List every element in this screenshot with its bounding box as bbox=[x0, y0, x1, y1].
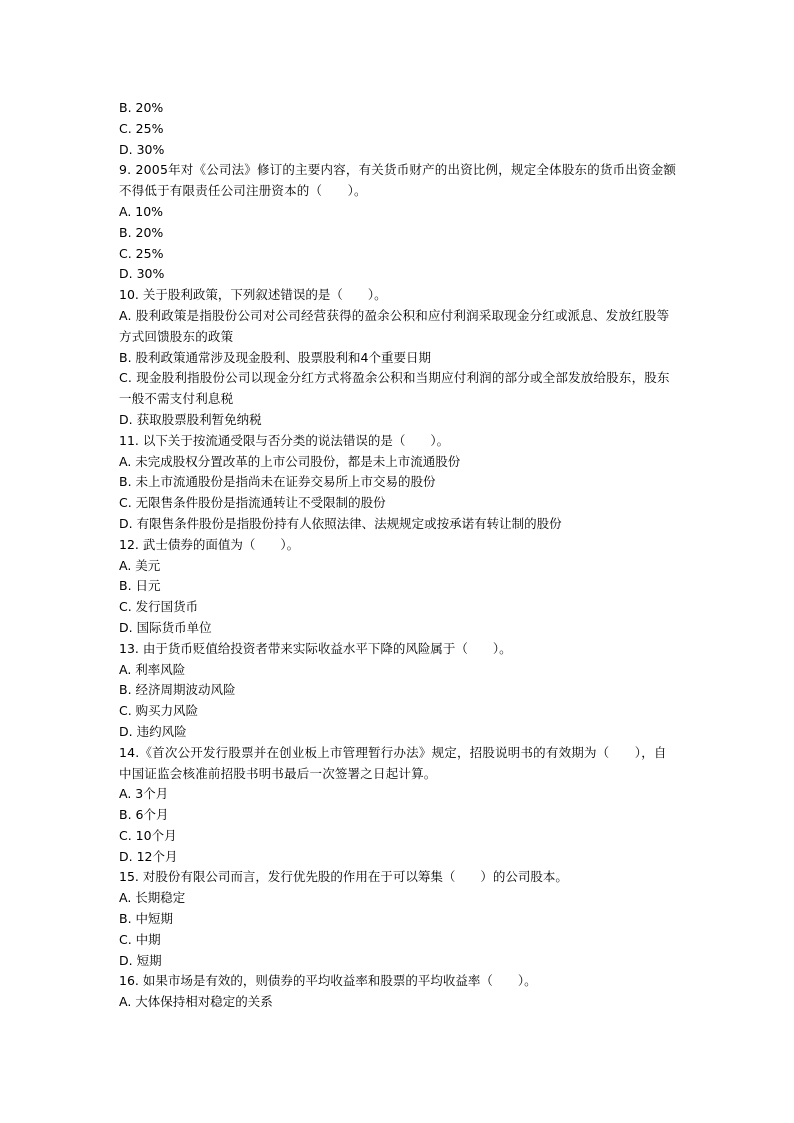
option-line: B. 日元 bbox=[119, 578, 161, 594]
document-page bbox=[119, 98, 679, 1013]
option-line: D. 违约风险 bbox=[119, 723, 187, 739]
option-line: D. 国际货币单位 bbox=[119, 619, 212, 635]
option-line: C. 10个月 bbox=[119, 827, 177, 843]
option-line: A. 10% bbox=[119, 203, 164, 219]
option-line: D. 有限售条件股份是指股份持有人依照法律、法规规定或按承诺有转让制的股份 bbox=[119, 515, 562, 531]
question-line: 10. 关于股利政策，下列叙述错误的是（ ）。 bbox=[119, 287, 387, 303]
option-line: C. 购买力风险 bbox=[119, 703, 199, 719]
option-line: C. 发行国货币 bbox=[119, 599, 199, 615]
option-line: A. 未完成股权分置改革的上市公司股份，都是未上市流通股份 bbox=[119, 453, 461, 469]
option-line: A. 长期稳定 bbox=[119, 890, 186, 906]
option-line: B. 中短期 bbox=[119, 911, 174, 927]
option-line: C. 中期 bbox=[119, 931, 161, 947]
question-line: 15. 对股份有限公司而言，发行优先股的作用在于可以筹集（ ）的公司股本。 bbox=[119, 869, 568, 885]
option-line: A. 3个月 bbox=[119, 786, 169, 802]
option-line: A. 大体保持相对稳定的关系 bbox=[119, 994, 273, 1010]
option-line: A. 利率风险 bbox=[119, 661, 186, 677]
option-line: A. 股利政策是指股份公司对公司经营获得的盈余公积和应付利润采取现金分红或派息、发放红股等方式回馈股东的政策 bbox=[119, 307, 670, 344]
option-line: D. 12个月 bbox=[119, 848, 178, 864]
option-line: C. 现金股利指股份公司以现金分红方式将盈余公积和当期应付利润的部分或全部发放给股东，股东一般不需支付利息税 bbox=[119, 370, 670, 407]
option-line: D. 短期 bbox=[119, 952, 162, 968]
question-line: 12. 武士债券的面值为（ ）。 bbox=[119, 536, 300, 552]
option-line: B. 经济周期波动风险 bbox=[119, 682, 236, 698]
option-line: B. 未上市流通股份是指尚未在证券交易所上市交易的股份 bbox=[119, 474, 436, 490]
option-line: B. 6个月 bbox=[119, 807, 169, 823]
option-line: A. 美元 bbox=[119, 557, 161, 573]
option-line: B. 20% bbox=[119, 224, 164, 240]
option-line: B. 股利政策通常涉及现金股利、股票股利和4个重要日期 bbox=[119, 349, 431, 365]
option-line: B. 20% bbox=[119, 100, 164, 115]
option-line: D. 30% bbox=[119, 266, 165, 282]
option-line: C. 25% bbox=[119, 120, 164, 136]
option-line: C. 25% bbox=[119, 245, 164, 261]
option-line: D. 获取股票股利暂免纳税 bbox=[119, 411, 262, 427]
option-line: C. 无限售条件股份是指流通转让不受限制的股份 bbox=[119, 495, 386, 511]
question-line: 11. 以下关于按流通受限与否分类的说法错误的是（ ）。 bbox=[119, 432, 450, 448]
question-line: 13. 由于货币贬值给投资者带来实际收益水平下降的风险属于（ ）。 bbox=[119, 640, 512, 656]
question-line: 16. 如果市场是有效的，则债券的平均收益率和股票的平均收益率（ ）。 bbox=[119, 973, 537, 989]
question-line: 9. 2005年对《公司法》修订的主要内容，有关货币财产的出资比例，规定全体股东的货币出资金额不得低于有限责任公司注册资本的（ ）。 bbox=[119, 162, 677, 199]
question-line: 14.《首次公开发行股票并在创业板上市管理暂行办法》规定，招股说明书的有效期为（ ），自中国证监会核准前招股书明书最后一次签署之日起计算。 bbox=[119, 744, 667, 781]
option-line: D. 30% bbox=[119, 141, 165, 157]
